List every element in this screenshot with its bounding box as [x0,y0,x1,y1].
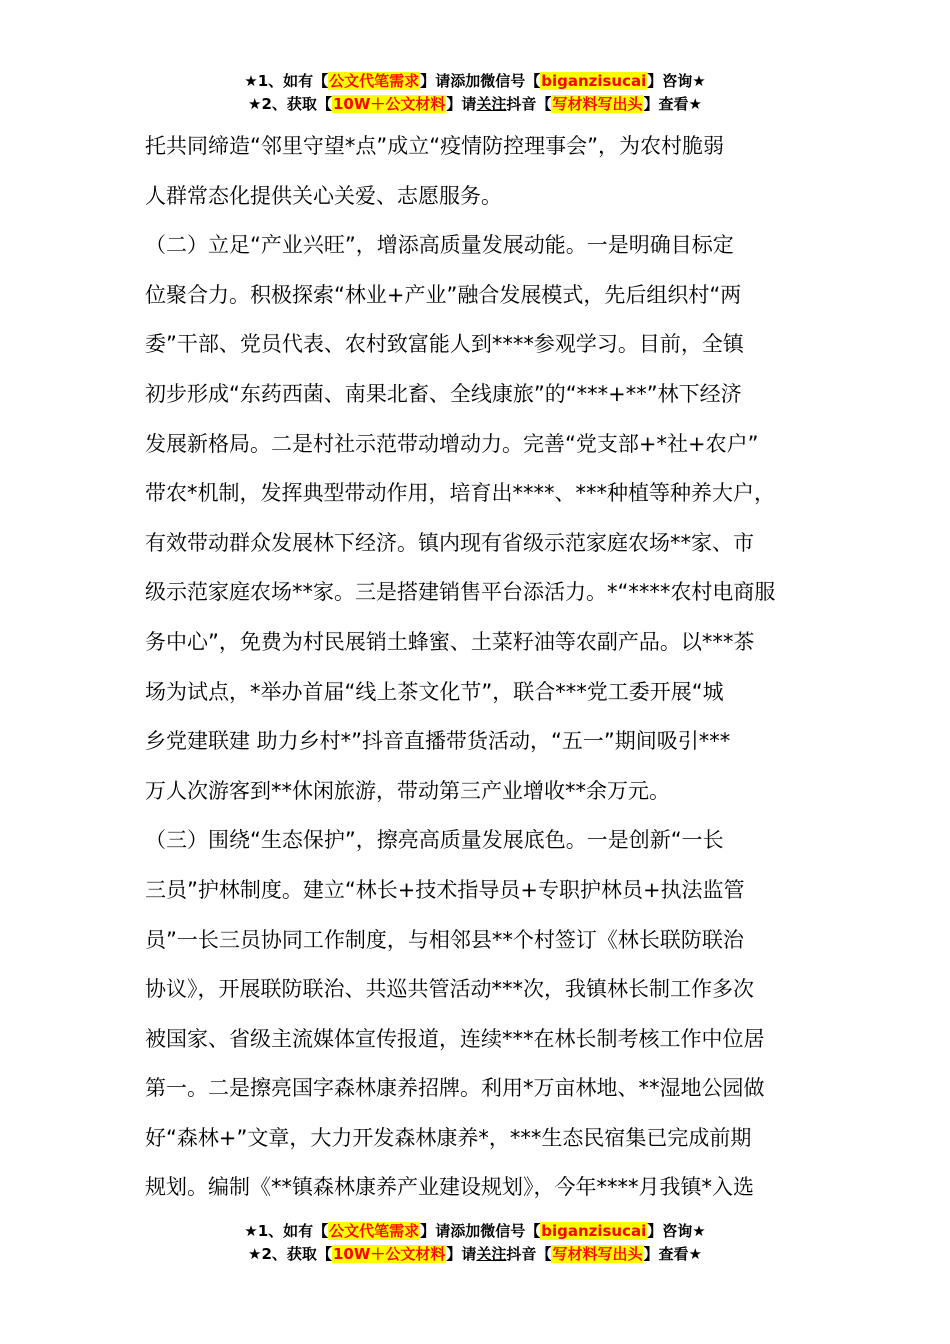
body-line: 场为试点，*举办首届“线上茶文化节”，联合***党工委开展“城 [145,679,724,704]
body-line: 被国家、省级主流媒体宣传报道，连续***在林长制考核工作中位居 [145,1026,765,1051]
promo-text-underlined: 关注 [476,1245,507,1263]
body-line: 级示范家庭农场**家。三是搭建销售平台添活力。*“****农村电商服 [145,580,776,605]
body-line: 规划。编制《**镇森林康养产业建设规划》，今年****月我镇*入选 [145,1175,754,1200]
promo-line-1 [0,70,950,93]
bracket: 【 [536,95,552,113]
highlight-materials: 10W＋公文材料 [332,1245,446,1263]
body-line: 发展新格局。二是村社示范带动增动力。完善“党支部+*社+农户” [145,431,759,456]
body-line: 位聚合力。积极探索“林业+产业”融合发展模式，先后组织村“两 [145,282,742,307]
body-line: 员”一长三员协同工作制度，与相邻县**个村签订《林长联防联治 [145,927,744,952]
bracket: 】 [643,95,659,113]
body-line: 人群常态化提供关心关爱、志愿服务。 [145,183,502,208]
promo-text: ★1、如有 [244,1222,314,1240]
body-line: （二）立足“产业兴旺”，增添高质量发展动能。一是明确目标定 [145,233,734,258]
body-line: 三员”护林制度。建立“林长+技术指导员+专职护林员+执法监管 [145,877,745,902]
body-line: 务中心”，免费为村民展销土蜂蜜、土菜籽油等农副产品。以***茶 [145,629,755,654]
promo-line-2 [0,93,950,116]
bracket: 】 [643,1245,659,1263]
body-line: 好“森林+”文章，大力开发森林康养*，***生态民宿集已完成前期 [145,1125,752,1150]
bracket: 】 [446,95,462,113]
highlight-douyin-account: 写材料写出头 [552,1245,643,1263]
promo-text-underlined: 关注 [476,95,507,113]
bracket: 【 [313,72,329,90]
bracket: 】 [647,1222,663,1240]
body-line: 委”干部、党员代表、农村致富能人到****参观学习。目前，全镇 [145,332,744,357]
bracket: 】 [446,1245,462,1263]
promo-text: ★2、获取 [248,95,317,113]
body-line: 带农*机制，发挥典型带动作用，培育出****、***种植等种养大户， [145,481,775,506]
bracket: 【 [313,1222,329,1240]
promo-line-1 [0,1220,950,1243]
highlight-writing-service: 公文代笔需求 [329,1222,420,1240]
document-body [145,122,825,1213]
bracket: 【 [316,95,332,113]
body-line: 第一。二是擦亮国字森林康养招牌。利用*万亩林地、**湿地公园做 [145,1076,765,1101]
footer-promo-banner [0,1220,950,1266]
promo-line-2 [0,1243,950,1266]
highlight-wechat-id: biganzisucai [541,1222,647,1240]
body-line: 有效带动群众发展林下经济。镇内现有省级示范家庭农场**家、市 [145,530,754,555]
promo-text: 请添加微信号 [435,72,526,90]
bracket: 【 [525,1222,541,1240]
body-line: 乡党建联建 助力乡村*”抖音直播带货活动，“五一”期间吸引*** [145,729,731,754]
promo-text: 请添加微信号 [435,1222,526,1240]
promo-text: 咨询★ [662,1222,706,1240]
bracket: 【 [536,1245,552,1263]
bracket: 】 [420,1222,436,1240]
body-line: 万人次游客到**休闲旅游，带动第三产业增收**余万元。 [145,778,670,803]
highlight-wechat-id: biganzisucai [541,72,647,90]
body-line: 托共同缔造“邻里守望*点”成立“疫情防控理事会”，为农村脆弱 [145,134,725,158]
promo-text: ★2、获取 [248,1245,317,1263]
body-line: 初步形成“东药西菌、南果北畜、全线康旅”的“***+**”林下经济 [145,381,742,406]
bracket: 【 [525,72,541,90]
header-promo-banner [0,70,950,116]
highlight-douyin-account: 写材料写出头 [552,95,643,113]
body-line: （三）围绕“生态保护”，擦亮高质量发展底色。一是创新“一长 [145,828,724,853]
promo-text: 抖音 [506,1245,537,1263]
highlight-materials: 10W＋公文材料 [332,95,446,113]
promo-text: 抖音 [506,95,537,113]
body-line: 协议》，开展联防联治、共巡共管活动***次，我镇林长制工作多次 [145,977,754,1002]
promo-text: 请 [461,95,477,113]
bracket: 】 [647,72,663,90]
promo-text: 咨询★ [662,72,706,90]
promo-text: 查看★ [658,1245,702,1263]
promo-text: 请 [461,1245,477,1263]
bracket: 】 [420,72,436,90]
highlight-writing-service: 公文代笔需求 [329,72,420,90]
promo-text: ★1、如有 [244,72,314,90]
promo-text: 查看★ [658,95,702,113]
bracket: 【 [316,1245,332,1263]
